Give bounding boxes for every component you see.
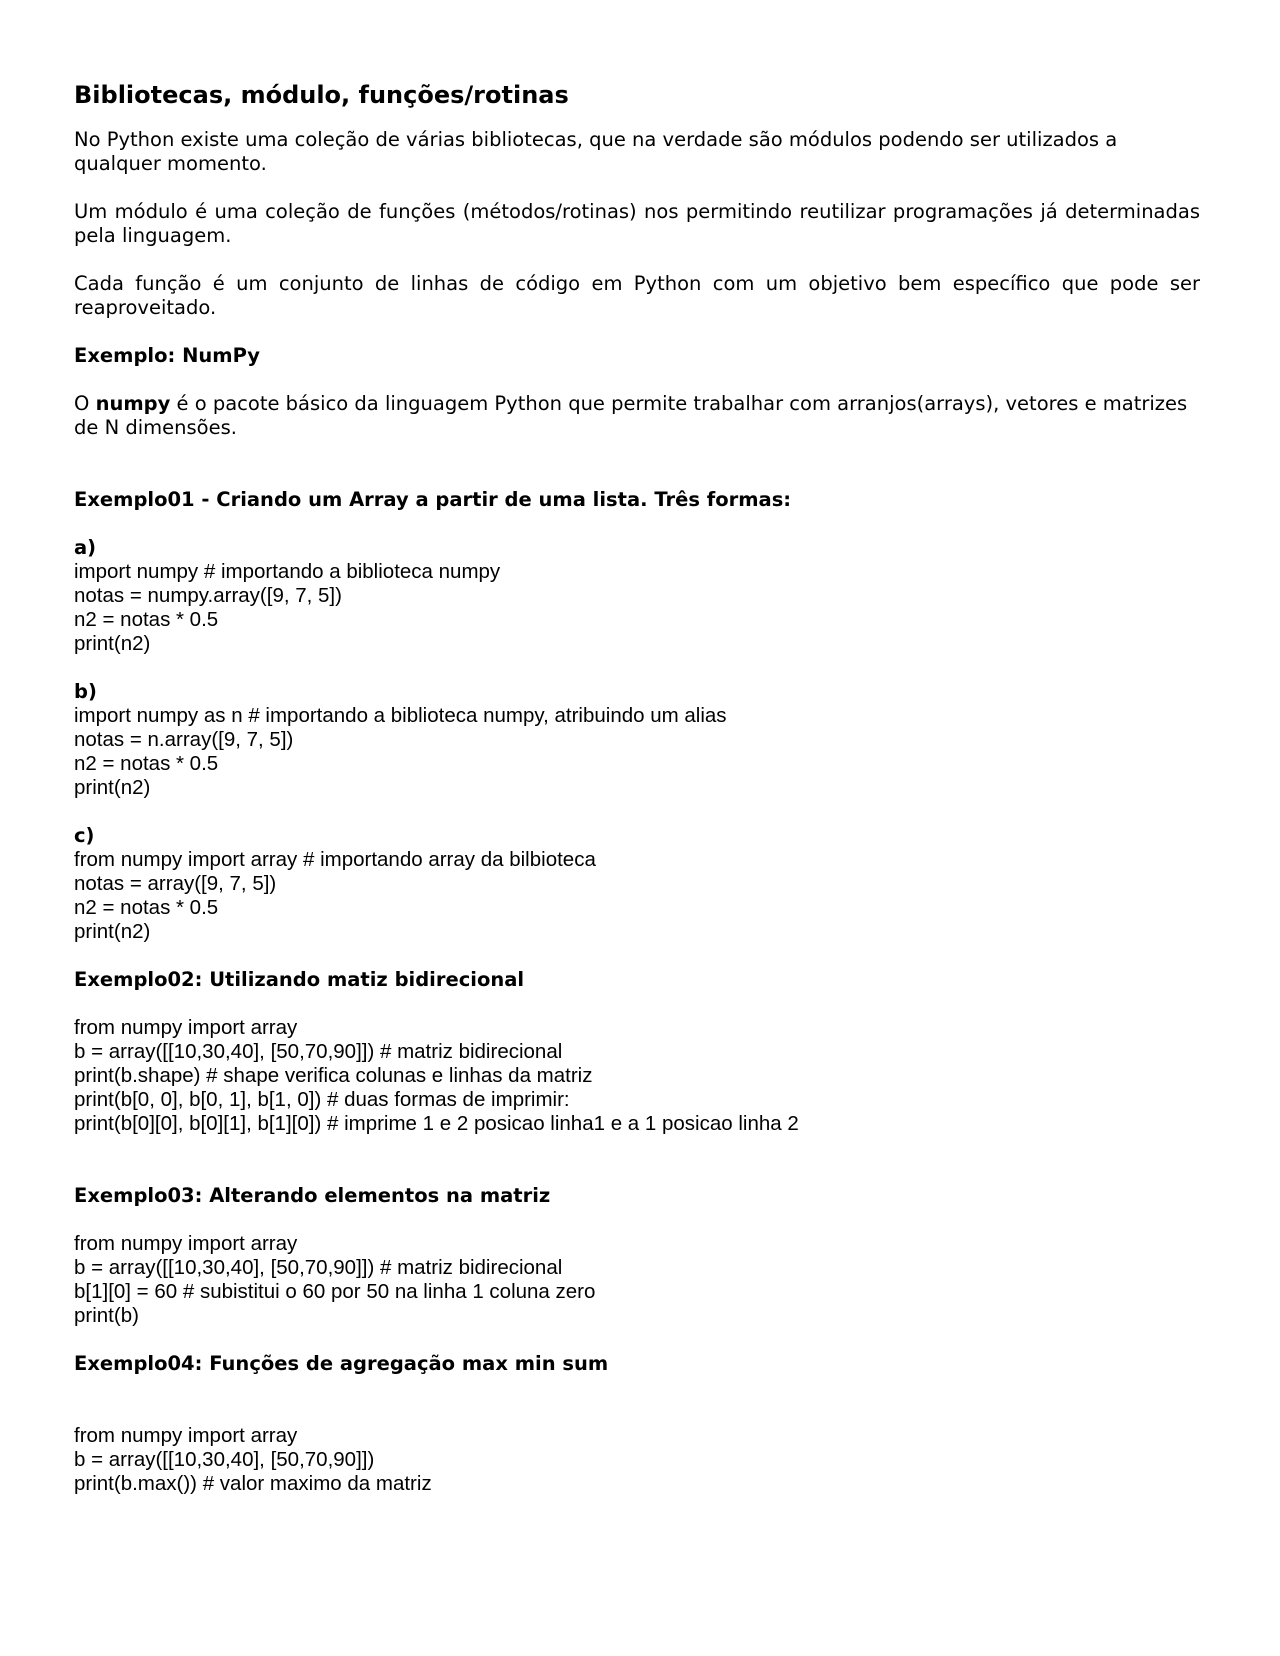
part-label-b: b) [74, 680, 97, 703]
code-line: b = array([[10,30,40], [50,70,90]]) # matriz bidirecional [74, 1256, 563, 1279]
code-line: from numpy import array [74, 1232, 298, 1255]
code-line: from numpy import array [74, 1424, 298, 1447]
exemplo03-heading: Exemplo03: Alterando elementos na matriz [74, 1184, 551, 1207]
exemplo03-code [74, 1232, 1200, 1328]
code-line: import numpy # importando a biblioteca numpy [74, 560, 501, 583]
intro-paragraph-2: Um módulo é uma coleção de funções (métodos/rotinas) nos permitindo reutilizar programações já determinadas pela linguagem. [74, 200, 1200, 247]
code-line: b = array([[10,30,40], [50,70,90]]) # matriz bidirecional [74, 1040, 563, 1063]
intro-paragraph-3: Cada função é um conjunto de linhas de código em Python com um objetivo bem específico que pode ser reaproveitado. [74, 272, 1200, 319]
exemplo01-part-b [74, 680, 1200, 800]
code-line: b[1][0] = 60 # subistitui o 60 por 50 na linha 1 coluna zero [74, 1280, 596, 1303]
code-line: n2 = notas * 0.5 [74, 608, 219, 631]
code-line: n2 = notas * 0.5 [74, 752, 219, 775]
exemplo04-heading: Exemplo04: Funções de agregação max min sum [74, 1352, 609, 1375]
document-page [74, 78, 1200, 1520]
numpy-heading: Exemplo: NumPy [74, 344, 260, 367]
numpy-paragraph [74, 392, 1200, 440]
code-line: import numpy as n # importando a biblioteca numpy, atribuindo um alias [74, 704, 727, 727]
code-line: print(n2) [74, 920, 151, 943]
code-line: print(b) [74, 1304, 139, 1327]
code-line: b = array([[10,30,40], [50,70,90]]) [74, 1448, 375, 1471]
exemplo02-heading: Exemplo02: Utilizando matiz bidirecional [74, 968, 525, 991]
code-line: print(b[0][0], b[0][1], b[1][0]) # imprime 1 e 2 posicao linha1 e a 1 posicao linha 2 [74, 1112, 799, 1135]
exemplo01-part-c [74, 824, 1200, 944]
code-line: print(b[0, 0], b[0, 1], b[1, 0]) # duas formas de imprimir: [74, 1088, 570, 1111]
code-line: print(n2) [74, 632, 151, 655]
page-title: Bibliotecas, módulo, funções/rotinas [74, 81, 569, 109]
part-label-c: c) [74, 824, 95, 847]
code-line: notas = array([9, 7, 5]) [74, 872, 277, 895]
code-line: print(n2) [74, 776, 151, 799]
numpy-para-rest: é o pacote básico da linguagem Python que permite trabalhar com arranjos(arrays), vetores e matrizes de N dimensões. [74, 392, 1188, 439]
code-line: notas = numpy.array([9, 7, 5]) [74, 584, 342, 607]
code-line: n2 = notas * 0.5 [74, 896, 219, 919]
exemplo02-code [74, 1016, 1200, 1136]
exemplo04-code [74, 1424, 1200, 1496]
numpy-para-prefix: O [74, 392, 96, 415]
code-line: from numpy import array # importando array da bilbioteca [74, 848, 596, 871]
code-line: print(b.shape) # shape verifica colunas e linhas da matriz [74, 1064, 593, 1087]
part-label-a: a) [74, 536, 97, 559]
exemplo01-heading: Exemplo01 - Criando um Array a partir de uma lista. Três formas: [74, 488, 792, 511]
code-line: print(b.max()) # valor maximo da matriz [74, 1472, 432, 1495]
numpy-para-bold: numpy [95, 392, 171, 415]
exemplo01-part-a [74, 536, 1200, 656]
code-line: notas = n.array([9, 7, 5]) [74, 728, 294, 751]
intro-paragraph-1: No Python existe uma coleção de várias bibliotecas, que na verdade são módulos podendo ser utilizados a qualquer momento. [74, 128, 1118, 175]
code-line: from numpy import array [74, 1016, 298, 1039]
